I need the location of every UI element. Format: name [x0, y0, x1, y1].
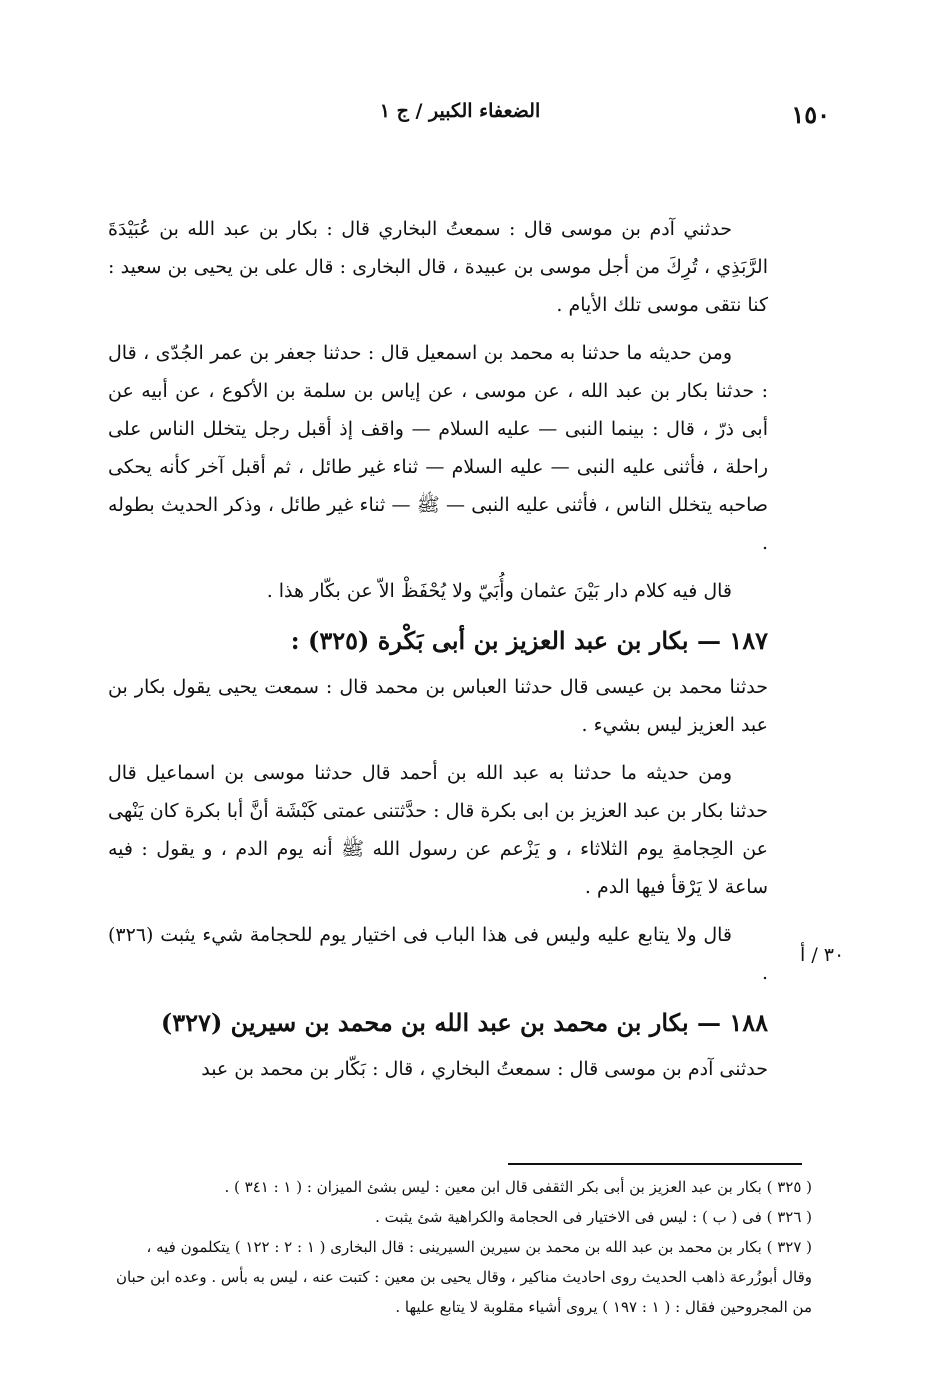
paragraph-text: قال فيه كلام دار بَيْنَ عثمان وأُبَيّ ولا يُحْفَظْ الاّ عن بكّار هذا . — [266, 580, 732, 602]
paragraph-text: حدثنا محمد بن عيسى قال حدثنا العباس بن محمد قال : سمعت يحيى يقول بكار بن عبد العزيز ليس بشيء . — [108, 676, 768, 736]
footnotes — [112, 1172, 812, 1322]
main-text — [108, 210, 768, 1098]
footnote: ( ٣٢٧ ) بكار بن محمد بن عبد الله بن محمد بن سيرين السيرينى : قال البخارى ( ١ : ٢ : ١٢٢ ) يتكلمون فيه ، وقال أبوزُرعة ذاهب الحديث روى احاديث مناكير ، وقال يحيى بن معين : كتبت عنه ، ليس به بأس . وعده ابن حبان من المجروحين فقال : ( ١ : ١٩٧ ) يروى أشياء مقلوبة لا يتابع عليها . — [115, 1238, 812, 1316]
page-header — [90, 96, 830, 136]
paragraph — [108, 668, 768, 744]
paragraph — [108, 916, 768, 992]
paragraph-text: حدثنى آدم بن موسى قال : سمعتُ البخاري ، قال : بَكّار بن محمد بن عبد — [201, 1058, 768, 1080]
entry-heading-188: ١٨٨ — بكار بن محمد بن عبد الله بن محمد بن سيرين (٣٢٧) — [160, 1008, 768, 1037]
page-number: ١٥٠ — [791, 100, 830, 129]
paragraph-text: حدثني آدم بن موسى قال : سمعتُ البخاري قال : بكار بن عبد الله بن عُبَيْدَةَ الرَّبَذِي ، تُرِكَ من أجل موسى بن عبيدة ، قال البخارى : قال على بن يحيى بن سعيد : كنا نتقى موسى تلك الأيام . — [108, 218, 768, 316]
manuscript-folio-marker: ٣٠ / أ — [800, 944, 845, 966]
entry-heading-187: ١٨٧ — بكار بن عبد العزيز بن أبى بَكْرة (٣٢٥) : — [290, 626, 768, 655]
paragraph — [108, 334, 768, 562]
paragraph — [108, 754, 768, 906]
paragraph-text: قال ولا يتابع عليه وليس فى هذا الباب فى اختيار يوم للحجامة شيء يثبت (٣٢٦) . — [108, 924, 768, 984]
footnote: ( ٣٢٦ ) فى ( ب ) : ليس فى الاختيار فى الحجامة والكراهية شئ يثبت . — [375, 1208, 812, 1226]
running-title: الضعفاء الكبير / ج ١ — [379, 100, 541, 122]
paragraph-text: ومن حديثه ما حدثنا به محمد بن اسمعيل قال : حدثنا جعفر بن عمر الجُدّى ، قال : حدثنا بكار بن عبد الله ، عن موسى ، عن إياس بن سلمة بن الأكوع ، عن أبيه عن أبى ذرّ ، قال : بينما النبى — عليه السلام — واقف إذ أقبل رجل يتخلل الناس على راحلة ، فأثنى عليه النبى — عليه السلام — ثناء غير طائل ، ثم أقبل آخر كأنه يحكى صاحبه يتخلل الناس ، فأثنى عليه النبى — ﷺ — ثناء غير طائل ، وذكر الحديث بطوله . — [108, 342, 768, 554]
paragraph — [108, 1050, 768, 1088]
paragraph-text: ومن حديثه ما حدثنا به عبد الله بن أحمد قال حدثنا موسى بن اسماعيل قال حدثنا بكار بن عبد العزيز بن ابى بكرة قال : حدَّثتنى عمتى كَبْشَة أنَّ أبا بكرة كان يَنْهى عن الحِجامةِ يوم الثلاثاء ، و يَزْعم عن رسول الله ﷺ أنه يوم الدم ، و يقول : فيه ساعة لا يَرْقأ فيها الدم . — [108, 762, 768, 898]
footnote: ( ٣٢٥ ) بكار بن عبد العزيز بن أبى بكر الثقفى قال ابن معين : ليس بشئ الميزان : ( ١ : ٣٤١ ) . — [224, 1178, 812, 1196]
footnote-divider — [508, 1163, 802, 1165]
paragraph — [108, 572, 768, 610]
paragraph — [108, 210, 768, 324]
